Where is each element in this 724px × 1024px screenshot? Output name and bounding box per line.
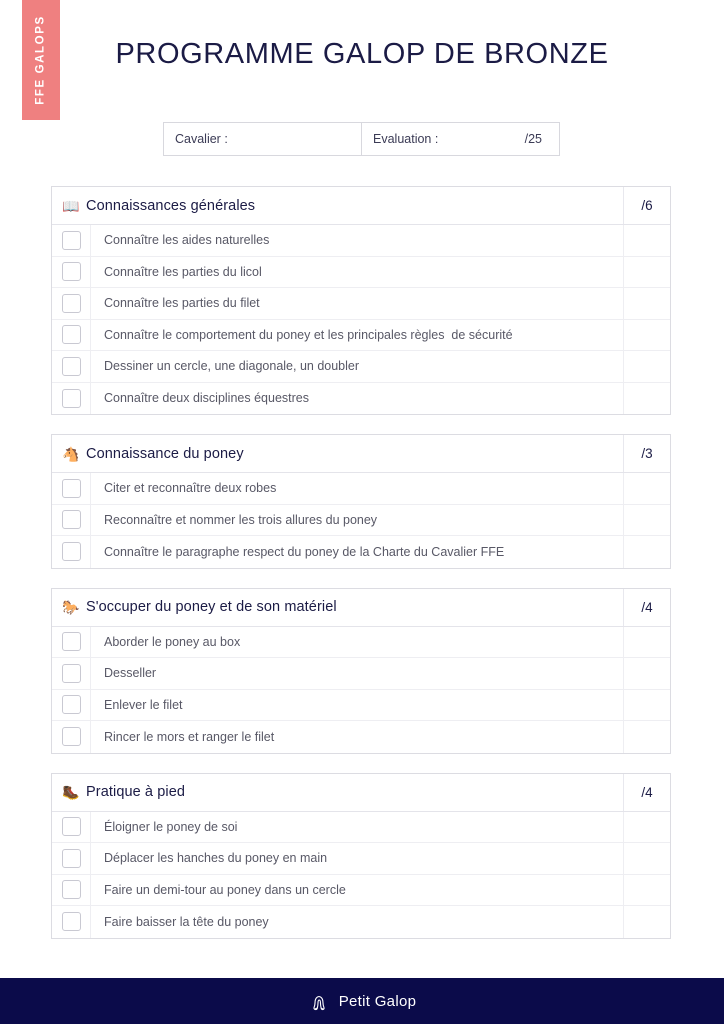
book-icon: 📖 <box>62 197 80 214</box>
section-header-title <box>52 446 623 462</box>
criterion-checkbox[interactable] <box>62 325 81 344</box>
criterion-score-cell[interactable] <box>623 812 670 843</box>
criterion-row <box>52 320 670 352</box>
criterion-checkbox[interactable] <box>62 231 81 250</box>
horse-icon: 🐎 <box>62 599 80 615</box>
criterion-label: Faire un demi-tour au poney dans un cercle <box>104 882 346 897</box>
criterion-score-cell[interactable] <box>623 843 670 874</box>
section <box>51 588 671 754</box>
criterion-checkbox-cell[interactable] <box>52 906 91 938</box>
criterion-score-cell[interactable] <box>623 320 670 351</box>
criterion-checkbox-cell[interactable] <box>52 690 91 721</box>
section-title: S'occuper du poney et de son matériel <box>86 599 337 615</box>
criterion-label: Connaître le paragraphe respect du poney de la Charte du Cavalier FFE <box>104 544 505 559</box>
evaluation-total: /25 <box>524 132 542 146</box>
footer-brand-label: Petit Galop <box>338 992 417 1010</box>
criterion-label: Faire baisser la tête du poney <box>104 914 269 929</box>
criterion-score-cell[interactable] <box>623 473 670 504</box>
section-title: Connaissances générales <box>86 197 256 214</box>
criterion-score-cell[interactable] <box>623 906 670 938</box>
criterion-score-cell[interactable] <box>623 875 670 906</box>
criterion-row <box>52 536 670 568</box>
criterion-score-cell[interactable] <box>623 658 670 689</box>
criterion-checkbox-cell[interactable] <box>52 505 91 536</box>
criterion-label: Rincer le mors et ranger le filet <box>104 729 275 744</box>
criterion-row <box>52 383 670 415</box>
section-header <box>52 187 670 225</box>
criterion-checkbox[interactable] <box>62 727 81 746</box>
criterion-label: Desseller <box>104 666 157 681</box>
criterion-label: Connaître deux disciplines équestres <box>104 391 309 406</box>
criterion-checkbox[interactable] <box>62 632 81 651</box>
criterion-checkbox[interactable] <box>62 695 81 714</box>
criterion-checkbox-cell[interactable] <box>52 351 91 382</box>
criterion-checkbox[interactable] <box>62 542 81 561</box>
criterion-score-cell[interactable] <box>623 627 670 658</box>
side-tab-label: FFE GALOPS <box>35 15 48 105</box>
section-title: Connaissance du poney <box>86 445 244 462</box>
section-header <box>52 774 670 812</box>
criterion-score-cell[interactable] <box>623 288 670 319</box>
criterion-checkbox-cell[interactable] <box>52 843 91 874</box>
criterion-checkbox-cell[interactable] <box>52 536 91 568</box>
criterion-score-cell[interactable] <box>623 690 670 721</box>
page-title: PROGRAMME GALOP DE BRONZE <box>115 38 609 70</box>
criterion-label: Connaître les parties du licol <box>104 264 262 279</box>
section-header <box>52 435 670 473</box>
criterion-checkbox[interactable] <box>62 510 81 529</box>
footer <box>0 978 724 1024</box>
criterion-row <box>52 505 670 537</box>
criterion-row <box>52 351 670 383</box>
criterion-label: Connaître les parties du filet <box>104 296 260 311</box>
criterion-checkbox[interactable] <box>62 357 81 376</box>
criterion-label: Citer et reconnaître deux robes <box>104 481 277 496</box>
criterion-label: Dessiner un cercle, une diagonale, un doubler <box>104 359 360 374</box>
section-score: /6 <box>623 187 670 224</box>
criterion-row <box>52 225 670 257</box>
rider-label: Cavalier : <box>175 132 228 146</box>
criterion-checkbox-cell[interactable] <box>52 225 91 256</box>
criterion-checkbox-cell[interactable] <box>52 473 91 504</box>
criterion-checkbox[interactable] <box>62 880 81 899</box>
criterion-label: Déplacer les hanches du poney en main <box>104 851 328 866</box>
criterion-score-cell[interactable] <box>623 351 670 382</box>
criterion-checkbox[interactable] <box>62 817 81 836</box>
section-score: /4 <box>623 774 670 811</box>
section-score: /3 <box>623 435 670 472</box>
criterion-row <box>52 627 670 659</box>
criterion-row <box>52 721 670 753</box>
sections-container <box>51 186 673 958</box>
criterion-label: Aborder le poney au box <box>104 634 241 649</box>
criterion-checkbox-cell[interactable] <box>52 875 91 906</box>
criterion-row <box>52 658 670 690</box>
section-header-title <box>52 784 623 800</box>
criterion-row <box>52 843 670 875</box>
criterion-checkbox-cell[interactable] <box>52 288 91 319</box>
criterion-row <box>52 906 670 938</box>
criterion-checkbox-cell[interactable] <box>52 257 91 288</box>
horse-head-icon: 🐴 <box>62 445 80 462</box>
criterion-checkbox-cell[interactable] <box>52 627 91 658</box>
evaluation-field[interactable] <box>362 123 559 155</box>
criterion-label: Enlever le filet <box>104 697 183 712</box>
criterion-label: Éloigner le poney de soi <box>104 819 238 834</box>
section-header <box>52 589 670 627</box>
criterion-label: Connaître le comportement du poney et les principales règles de sécurité <box>104 327 513 342</box>
horseshoe-icon <box>308 990 330 1012</box>
criterion-checkbox-cell[interactable] <box>52 320 91 351</box>
criterion-checkbox[interactable] <box>62 262 81 281</box>
section <box>51 186 671 415</box>
criterion-checkbox[interactable] <box>62 849 81 868</box>
section-title: Pratique à pied <box>86 784 186 800</box>
criterion-score-cell[interactable] <box>623 225 670 256</box>
criterion-label: Reconnaître et nommer les trois allures du poney <box>104 512 378 527</box>
section <box>51 773 671 939</box>
section-header-title <box>52 198 623 214</box>
evaluation-label: Evaluation : <box>373 132 439 146</box>
criterion-checkbox[interactable] <box>62 294 81 313</box>
criterion-checkbox[interactable] <box>62 389 81 408</box>
criterion-label: Connaître les aides naturelles <box>104 233 270 248</box>
identity-box <box>163 122 560 156</box>
criterion-row <box>52 875 670 907</box>
criterion-checkbox-cell[interactable] <box>52 383 91 415</box>
criterion-checkbox-cell[interactable] <box>52 721 91 753</box>
section-header-title <box>52 599 623 615</box>
criterion-score-cell[interactable] <box>623 257 670 288</box>
criterion-checkbox[interactable] <box>62 664 81 683</box>
criterion-checkbox-cell[interactable] <box>52 812 91 843</box>
criterion-score-cell[interactable] <box>623 536 670 568</box>
section <box>51 434 671 569</box>
criterion-score-cell[interactable] <box>623 383 670 415</box>
criterion-row <box>52 288 670 320</box>
criterion-row <box>52 473 670 505</box>
criterion-row <box>52 812 670 844</box>
criterion-row <box>52 257 670 289</box>
criterion-checkbox[interactable] <box>62 479 81 498</box>
rider-field[interactable] <box>164 123 362 155</box>
boot-icon: 🥾 <box>62 784 80 800</box>
criterion-score-cell[interactable] <box>623 505 670 536</box>
criterion-row <box>52 690 670 722</box>
criterion-score-cell[interactable] <box>623 721 670 753</box>
criterion-checkbox-cell[interactable] <box>52 658 91 689</box>
section-score: /4 <box>623 589 670 626</box>
criterion-checkbox[interactable] <box>62 912 81 931</box>
